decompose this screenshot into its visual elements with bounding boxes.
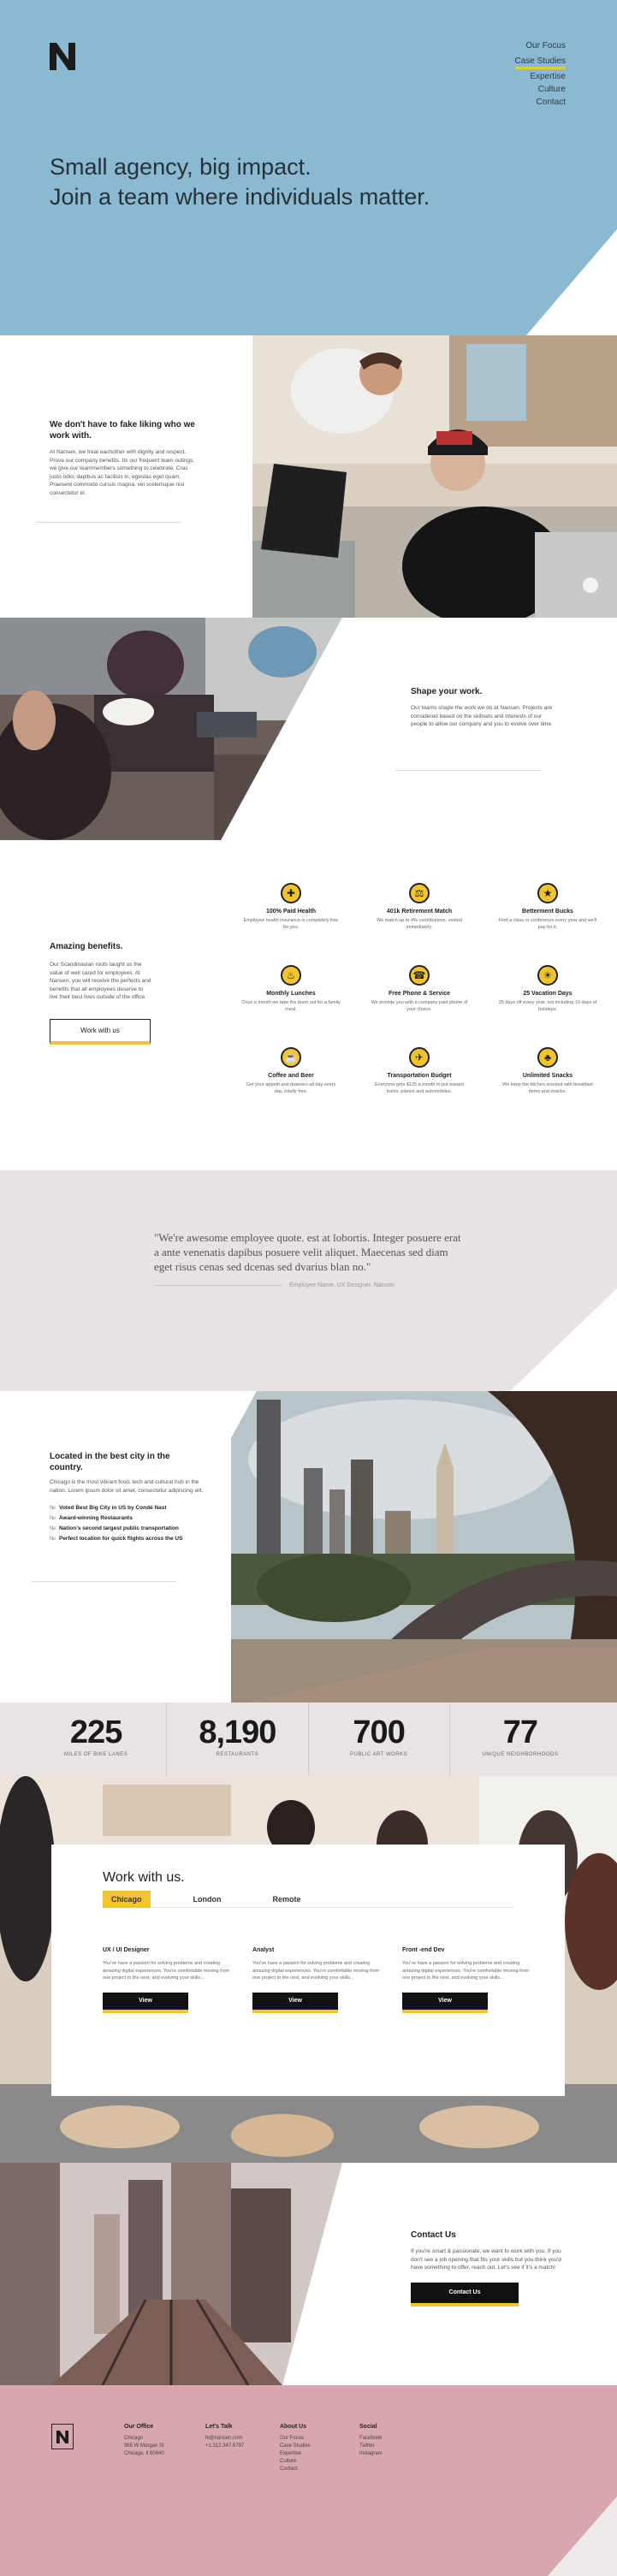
city-list-prefix: № bbox=[50, 1536, 56, 1542]
hero-line-1: Small agency, big impact. bbox=[50, 154, 311, 180]
stat-value: 77 bbox=[502, 1714, 538, 1750]
nav-item-expertise[interactable]: Expertise bbox=[530, 72, 566, 81]
shape-divider bbox=[395, 770, 541, 771]
benefit-desc: We match up to 4% contributions, vested immediately. bbox=[377, 918, 462, 930]
stat-label: UNIQUE NEIGHBORHOODS bbox=[482, 1752, 559, 1757]
culture-divider bbox=[36, 522, 181, 523]
jobs-list bbox=[103, 1947, 531, 2013]
benefit-desc: Everyone gets $125 a month to put toward trains, planes and automobiles. bbox=[375, 1082, 464, 1094]
hero-section bbox=[0, 0, 617, 335]
benefit-item bbox=[231, 1047, 351, 1095]
shape-body: Our teams shape the work we do at Nansen. Projects are considered based on the skillsets and interests of our people to allow our company and you to evolve over time. bbox=[411, 705, 553, 727]
benefits-intro bbox=[50, 941, 152, 1045]
footer-office-line: 965 W Morgan St bbox=[124, 2443, 164, 2449]
hero-line-2: Join a team where individuals matter. bbox=[50, 184, 430, 210]
benefit-item bbox=[488, 965, 608, 1013]
city-list-prefix: № bbox=[50, 1515, 56, 1521]
city-body: Chicago is the most vibrant food, tech and cultural hub in the nation. Lorem ipsum dolor sit amet, consectetur adipiscing elit. bbox=[50, 1479, 204, 1494]
culture-body: At Nansen, we treat eachother with dignity and respect. Prove our company benefits. Its our frequent team outings, we give our teammembers something to celebrate. Cras justo odio, dapibus ac facilisis in, egestas eget quam. Praesent commodo cursus magna, vel scelerisque nisl consectetur et. bbox=[50, 449, 195, 496]
contact-section bbox=[0, 2163, 617, 2385]
city-section bbox=[0, 1391, 617, 1703]
footer-about-title: About Us bbox=[280, 2424, 307, 2430]
benefit-item bbox=[359, 1047, 479, 1095]
benefits-grid bbox=[231, 883, 608, 1095]
stat-item bbox=[26, 1703, 166, 1776]
benefits-body: Our Scandinavian roots taught us the value of well cared for employees. At Nansen, you will receive the perfects and benefits that all employees deserve to live their best lives outside of the office. bbox=[50, 962, 151, 1000]
city-photo-cut bbox=[231, 1391, 617, 1703]
job-desc: You've have a passion for solving problems and creating amazing digital experiences. You're comfortable moving from one project to the next, and evolving your skills... bbox=[402, 1961, 530, 1981]
benefit-item bbox=[231, 965, 351, 1013]
city-list-prefix: № bbox=[50, 1505, 56, 1511]
job-view-button[interactable]: View bbox=[252, 1993, 338, 2013]
job-item bbox=[103, 1947, 231, 2013]
contact-body: If you're smart & passionate, we want to work with you. If you don't see a job opening that fits your skills but you think you'd have something to offer, reach out. Let's see if it's a match! bbox=[411, 2248, 561, 2271]
coffee-icon: ☕ bbox=[281, 1047, 301, 1068]
city-list-text: Perfect location for quick flights across the US bbox=[58, 1536, 183, 1542]
work-with-us-button[interactable]: Work with us bbox=[50, 1019, 151, 1045]
benefit-title: 25 Vacation Days bbox=[523, 991, 573, 997]
stat-value: 700 bbox=[353, 1714, 405, 1750]
phone-icon: ☎ bbox=[409, 965, 430, 986]
culture-text bbox=[50, 419, 195, 497]
stat-value: 8,190 bbox=[199, 1714, 276, 1750]
footer-link-facebook[interactable]: Facebook bbox=[359, 2436, 383, 2441]
benefit-title: 401k Retirement Match bbox=[386, 909, 453, 915]
footer-email-link[interactable]: hi@nansen.com bbox=[205, 2436, 243, 2441]
contact-text bbox=[411, 2230, 565, 2307]
footer-link-twitter[interactable]: Twitter bbox=[359, 2443, 375, 2449]
benefit-desc: 25 days off every year, not including 10 days of holidays. bbox=[498, 1000, 597, 1012]
stat-value: 225 bbox=[69, 1714, 122, 1750]
benefit-desc: Get your appetit and downers all day every day, totally free. bbox=[246, 1082, 336, 1094]
city-title: Located in the best city in the country. bbox=[50, 1452, 170, 1472]
tab-remote[interactable]: Remote bbox=[272, 1895, 301, 1904]
nav-item-contact[interactable]: Contact bbox=[536, 98, 566, 107]
job-view-button[interactable]: View bbox=[103, 1993, 188, 2013]
footer-diagonal-cut bbox=[0, 2385, 617, 2576]
city-list-item bbox=[50, 1524, 204, 1534]
stats-section bbox=[0, 1703, 617, 1776]
city-list-prefix: № bbox=[50, 1525, 56, 1531]
footer-section bbox=[0, 2385, 617, 2576]
nav-item-our-focus[interactable]: Our Focus bbox=[525, 41, 566, 50]
benefit-title: Free Phone & Service bbox=[389, 991, 450, 997]
jobs-title: Work with us. bbox=[103, 1870, 185, 1885]
jobs-tabs bbox=[103, 1891, 513, 1908]
quote-diagonal-cut bbox=[0, 1170, 617, 1391]
lunch-icon: ♨ bbox=[281, 965, 301, 986]
train-photo-cut bbox=[0, 2163, 342, 2385]
footer-link-instagram[interactable]: Instagram bbox=[359, 2451, 383, 2456]
job-title: UX / UI Designer bbox=[103, 1947, 150, 1953]
retirement-icon: ⚖ bbox=[409, 883, 430, 903]
shape-title: Shape your work. bbox=[411, 687, 483, 696]
stat-label: PUBLIC ART WORKS bbox=[350, 1752, 408, 1757]
benefit-title: Coffee and Beer bbox=[268, 1073, 314, 1079]
team-photo-image bbox=[252, 335, 617, 618]
meeting-photo bbox=[0, 618, 342, 840]
jobs-section bbox=[0, 1776, 617, 2163]
footer-office-line: Chicago bbox=[124, 2436, 144, 2441]
job-title: Front -end Dev bbox=[402, 1947, 445, 1953]
stat-item bbox=[449, 1703, 590, 1776]
benefit-item bbox=[488, 1047, 608, 1095]
stats-row bbox=[26, 1703, 590, 1776]
footer-link-our-focus[interactable]: Our Focus bbox=[280, 2436, 305, 2441]
job-item bbox=[402, 1947, 531, 2013]
job-desc: You've have a passion for solving problems and creating amazing digital experiences. You're comfortable moving from one project to the next, and evolving your skills... bbox=[252, 1961, 380, 1981]
transport-icon: ✈ bbox=[409, 1047, 430, 1068]
stat-item bbox=[308, 1703, 449, 1776]
benefit-title: Transportation Budget bbox=[387, 1073, 452, 1079]
contact-title: Contact Us bbox=[411, 2230, 456, 2240]
city-photo bbox=[231, 1391, 617, 1703]
city-list-text: Award-winning Restaurants bbox=[58, 1515, 133, 1521]
job-title: Analyst bbox=[252, 1947, 275, 1953]
hero-diagonal-cut bbox=[0, 0, 617, 335]
shape-section bbox=[0, 618, 617, 840]
shape-text bbox=[411, 686, 556, 729]
benefit-desc: We keep the kitchen stocked with breakfast items and snacks. bbox=[502, 1082, 593, 1094]
city-list-item bbox=[50, 1503, 204, 1513]
city-text bbox=[50, 1451, 204, 1544]
footer-link-contact[interactable]: Contact bbox=[280, 2466, 298, 2472]
city-list bbox=[50, 1503, 204, 1544]
benefit-item bbox=[231, 883, 351, 931]
benefits-title: Amazing benefits. bbox=[50, 942, 123, 951]
benefits-section bbox=[0, 840, 617, 1170]
stat-item bbox=[166, 1703, 307, 1776]
benefit-item bbox=[488, 883, 608, 931]
city-list-item bbox=[50, 1534, 204, 1544]
nav-item-culture[interactable]: Culture bbox=[537, 85, 566, 94]
culture-title: We don't have to fake liking who we work with. bbox=[50, 420, 195, 441]
city-list-text: Nation's second largest public transportation bbox=[58, 1525, 179, 1531]
quote-text: "We're awesome employee quote. est at lobortis. Integer posuere erat a ante venenatis dapibus posuere velit aliquet. Maecenas sed diam eget risus cenas sed dcenas sed dvarius blan no." bbox=[154, 1231, 461, 1273]
stat-label: RESTAURANTS bbox=[216, 1752, 259, 1757]
benefit-item bbox=[359, 965, 479, 1013]
quote-section bbox=[0, 1170, 617, 1391]
vacation-icon: ☀ bbox=[537, 965, 558, 986]
job-desc: You've have a passion for solving problems and creating amazing digital experiences. You're comfortable moving from one project to the next, and evolving your skills... bbox=[103, 1961, 230, 1981]
nav-item-case-studies[interactable]: Case Studies bbox=[515, 56, 566, 69]
tab-london[interactable]: London bbox=[193, 1895, 222, 1904]
benefit-item bbox=[359, 883, 479, 931]
contact-us-button[interactable]: Contact Us bbox=[411, 2283, 519, 2307]
tab-chicago[interactable]: Chicago bbox=[103, 1891, 151, 1908]
job-item bbox=[252, 1947, 381, 2013]
benefit-desc: Once a month we take the team out for a family meal. bbox=[241, 1000, 341, 1012]
city-list-item bbox=[50, 1513, 204, 1524]
team-photo bbox=[252, 335, 617, 618]
benefit-title: 100% Paid Health bbox=[266, 909, 316, 915]
footer-talk-title: Let's Talk bbox=[205, 2424, 233, 2430]
footer-office-title: Our Office bbox=[124, 2424, 154, 2430]
footer-link-case-studies[interactable]: Case Studies bbox=[280, 2443, 311, 2449]
medical-icon: ✚ bbox=[281, 883, 301, 903]
stat-label: MILES OF BIKE LANES bbox=[64, 1752, 128, 1757]
benefit-title: Monthly Lunches bbox=[266, 991, 316, 997]
quote-cite: Employee Name, UX Designer, Nansen bbox=[289, 1282, 395, 1288]
footer-link-culture[interactable]: Culture bbox=[280, 2459, 297, 2464]
job-view-button[interactable]: View bbox=[402, 1993, 488, 2013]
culture-section bbox=[0, 335, 617, 618]
benefit-title: Betterment Bucks bbox=[522, 909, 573, 915]
city-list-text: Voted Best Big City in US by Condé Nast bbox=[58, 1505, 167, 1511]
footer-office-line: Chicago, Il 60640 bbox=[124, 2451, 164, 2456]
city-divider bbox=[31, 1581, 176, 1582]
footer-phone-link[interactable]: +1.312.347.6797 bbox=[205, 2443, 245, 2449]
snacks-icon: ♣ bbox=[537, 1047, 558, 1068]
benefit-desc: Employee health insurance is completely free for you. bbox=[243, 918, 339, 930]
meeting-photo-cut bbox=[0, 618, 342, 840]
train-photo bbox=[0, 2163, 342, 2385]
footer-link-expertise[interactable]: Expertise bbox=[280, 2451, 302, 2456]
benefit-desc: Find a class or conference every year and we'll pay for it. bbox=[498, 918, 597, 930]
benefit-title: Unlimited Snacks bbox=[522, 1073, 573, 1079]
jobs-card bbox=[51, 1845, 565, 2096]
bucks-icon: ★ bbox=[537, 883, 558, 903]
footer-social-title: Social bbox=[359, 2424, 377, 2430]
benefit-desc: We provide you with a company paid phone of your choice. bbox=[371, 1000, 468, 1012]
